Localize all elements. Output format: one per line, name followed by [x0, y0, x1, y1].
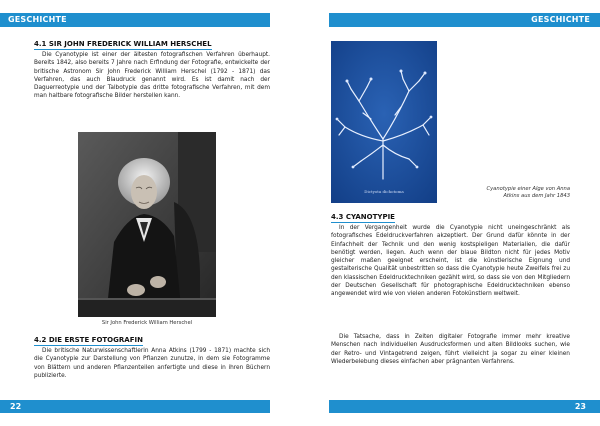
- section-heading-herschel: 4.1 SIR JOHN FREDERICK WILLIAM HERSCHEL: [34, 40, 212, 48]
- atkins-paragraph: Die britische Naturwissenschaftlerin Anna Atkins (1799 - 1871) machte sich die Cyanotypie zur Darstellung von Pflanzen zunutze, in dem sie Fotogramme von Blättern und anderen Pflanzenteilen anfertigte und diese in ihren Büchern publizierte.: [34, 348, 270, 379]
- section-heading-cyanotypie: 4.3 CYANOTYPIE: [331, 213, 395, 221]
- cyanotypie-paragraph-2: Die Tatsache, dass in Zeiten digitaler Fotografie immer mehr kreative Menschen nach individuellen Ausdrucksformen und alten Bildlooks suchen, wie der Retro- und Vintagetrend zeigen, führt vielleicht ja sogar zu einer kleinen Wiederbelebung dieses einfachen aber prägnanten Verfahrens.: [331, 334, 570, 365]
- right-page-header: GESCHICHTE: [329, 13, 600, 27]
- left-page-number: 22: [0, 400, 270, 413]
- herschel-paragraph: Die Cyanotypie ist einer der ältesten fotografischen Verfahren überhaupt. Bereits 1842, also bereits 7 Jahre nach Erfindung der Fotografie, entwickelte der britische Astronom Sir John Frederick William Herschel (1792 - 1871) das Verfahren, das auch Blaudruck genannt wird. Es ist damit nach der Daguerreotypie und der Talbotypie das dritte fotografische Verfahren, mit dem man haltbare fotografische Bilder herstellen kann.: [34, 52, 270, 100]
- left-page-header: GESCHICHTE: [0, 13, 270, 27]
- section-heading-erste-fotografin: 4.2 DIE ERSTE FOTOGRAFIN: [34, 336, 143, 344]
- portrait-caption: Sir John Frederick William Herschel: [101, 320, 193, 326]
- cyanotype-image: [331, 41, 437, 203]
- cyanotypie-paragraph-1: In der Vergangenheit wurde die Cyanotypie nicht uneingeschränkt als fotografisches Edeldruckverfahren akzeptiert. Der Grund dafür könnte in der Einfachheit der Technik und den wenig kostspieligen Materialien, die dafür benötigt werden, liegen. Auch wenn der blaue Bildton nicht für jedes Motiv gleicher maßen geeignet erscheint, ist die künstlerische Eignung und gestalterische Qualität unbestritten so dass die Cyanotypie heute Zweifels frei zu den klassischen Edeldrucktechniken gezählt wird, so dass sie von den Mitgliedern der Deutschen Gesellschaft für photographische Edeldrucktechniken ebenso angewendet wird wie von vielen anderen Fotokünstlern weltweit.: [331, 225, 570, 298]
- cyanotype-plate-label: Dictyota dichotoma: [364, 189, 404, 194]
- herschel-portrait: [78, 132, 216, 317]
- right-page-number: 23: [329, 400, 600, 413]
- cyanotype-caption: Cyanotypie einer Alge von Anna Atkins aus dem Jahr 1843: [486, 186, 570, 200]
